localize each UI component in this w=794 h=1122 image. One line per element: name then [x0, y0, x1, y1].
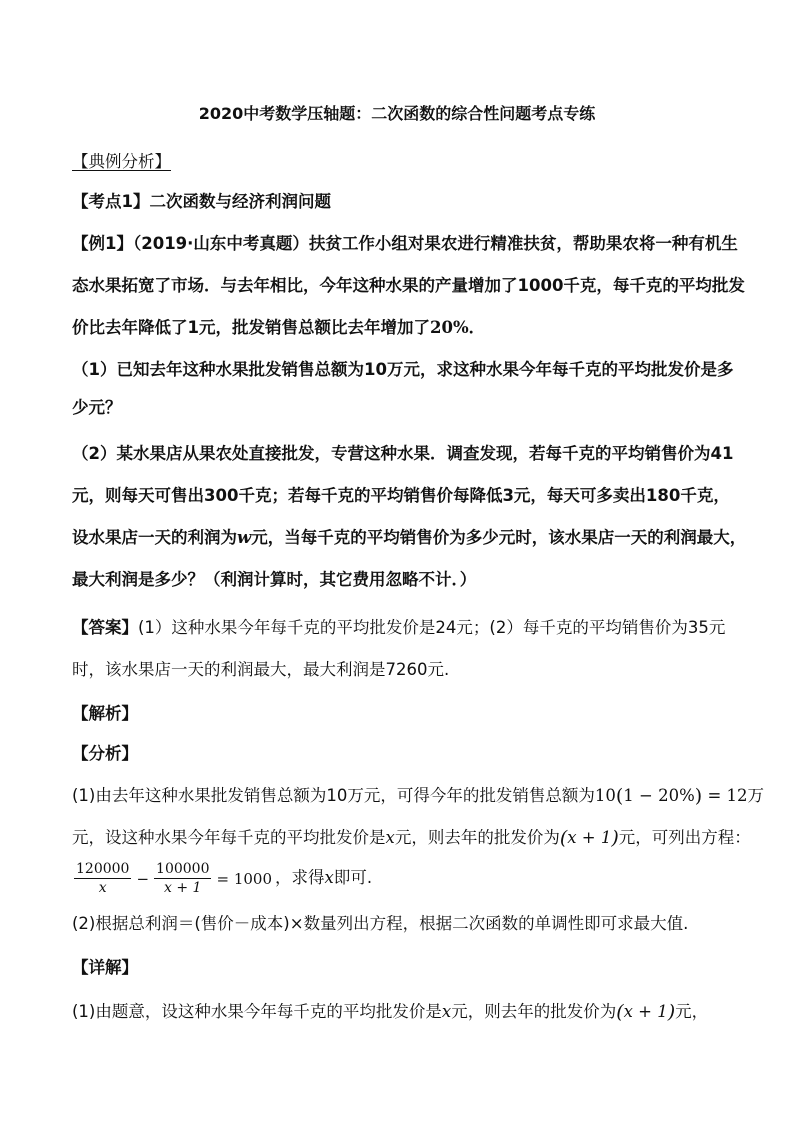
fenxi-label: 【分析】: [72, 744, 138, 763]
variable-w: w: [237, 528, 252, 547]
question-2-line-1: （2）某水果店从果农处直接批发，专营这种水果．调查发现，若每千克的平均销售价为41: [72, 444, 734, 463]
analysis-label: 【解析】: [72, 704, 138, 723]
answer-line-1: 【答案】(1）这种水果今年每千克的平均批发价是24元；(2）每千克的平均销售价为35元: [72, 618, 726, 637]
detail-paragraph-1: (1)由题意，设这种水果今年每千克的平均批发价是x元，则去年的批发价为(x + 1)元，: [72, 1001, 709, 1023]
fraction-1: $\frac{120000}{x}$: [76, 861, 130, 896]
question-1-line-2: 少元？: [72, 398, 122, 417]
question-1-line-1: （1）已知去年这种水果批发销售总额为10万元，求这种水果今年每千克的平均批发价是多: [72, 360, 734, 379]
equation-line: $\frac{120000}{x}$ − $\frac{100000}{x + 1}$ = 1000 ，求得x即可.: [76, 861, 373, 896]
section-header: 【典例分析】: [72, 152, 171, 171]
document-title: 2020中考数学压轴题：二次函数的综合性问题考点专练: [198, 104, 596, 123]
fenxi-paragraph-4: (2)根据总利润＝(售价－成本)×数量列出方程，根据二次函数的单调性即可求最大值.: [72, 914, 689, 933]
fenxi-paragraph-2: 元，设这种水果今年每千克的平均批发价是x元，则去年的批发价为(x + 1)元，可列出方程：: [72, 827, 751, 849]
topic-heading: 【考点1】二次函数与经济利润问题: [72, 192, 331, 211]
fenxi-paragraph-1: (1)由去年这种水果批发销售总额为10万元，可得今年的批发销售总额为10(1 − 20%) = 12万: [72, 785, 765, 807]
example-line-1: 【例1】（2019·山东中考真题）扶贫工作小组对果农进行精准扶贫，帮助果农将一种有机生: [72, 234, 738, 253]
question-2-line-2: 元，则每天可售出300千克；若每千克的平均销售价每降低3元，每天可多卖出180千克，: [72, 486, 730, 505]
answer-label: 【答案】: [72, 618, 138, 637]
percent-value: 20%: [429, 318, 469, 337]
question-2-line-3: 设水果店一天的利润为w元，当每千克的平均销售价为多少元时，该水果店一天的利润最大，: [72, 528, 747, 547]
equation-total: 10(1 − 20%) = 12: [594, 785, 748, 807]
detail-label: 【详解】: [72, 958, 138, 977]
example-line-3: 价比去年降低了1元，批发销售总额比去年增加了20%．: [72, 318, 486, 337]
answer-line-2: 时，该水果店一天的利润最大，最大利润是7260元.: [72, 660, 450, 679]
fraction-2: $\frac{100000}{x + 1}$: [156, 861, 210, 896]
example-line-2: 态水果拓宽了市场．与去年相比，今年这种水果的产量增加了1000千克，每千克的平均批发: [72, 276, 745, 295]
question-2-line-4: 最大利润是多少？（利润计算时，其它费用忽略不计．）: [72, 570, 477, 589]
